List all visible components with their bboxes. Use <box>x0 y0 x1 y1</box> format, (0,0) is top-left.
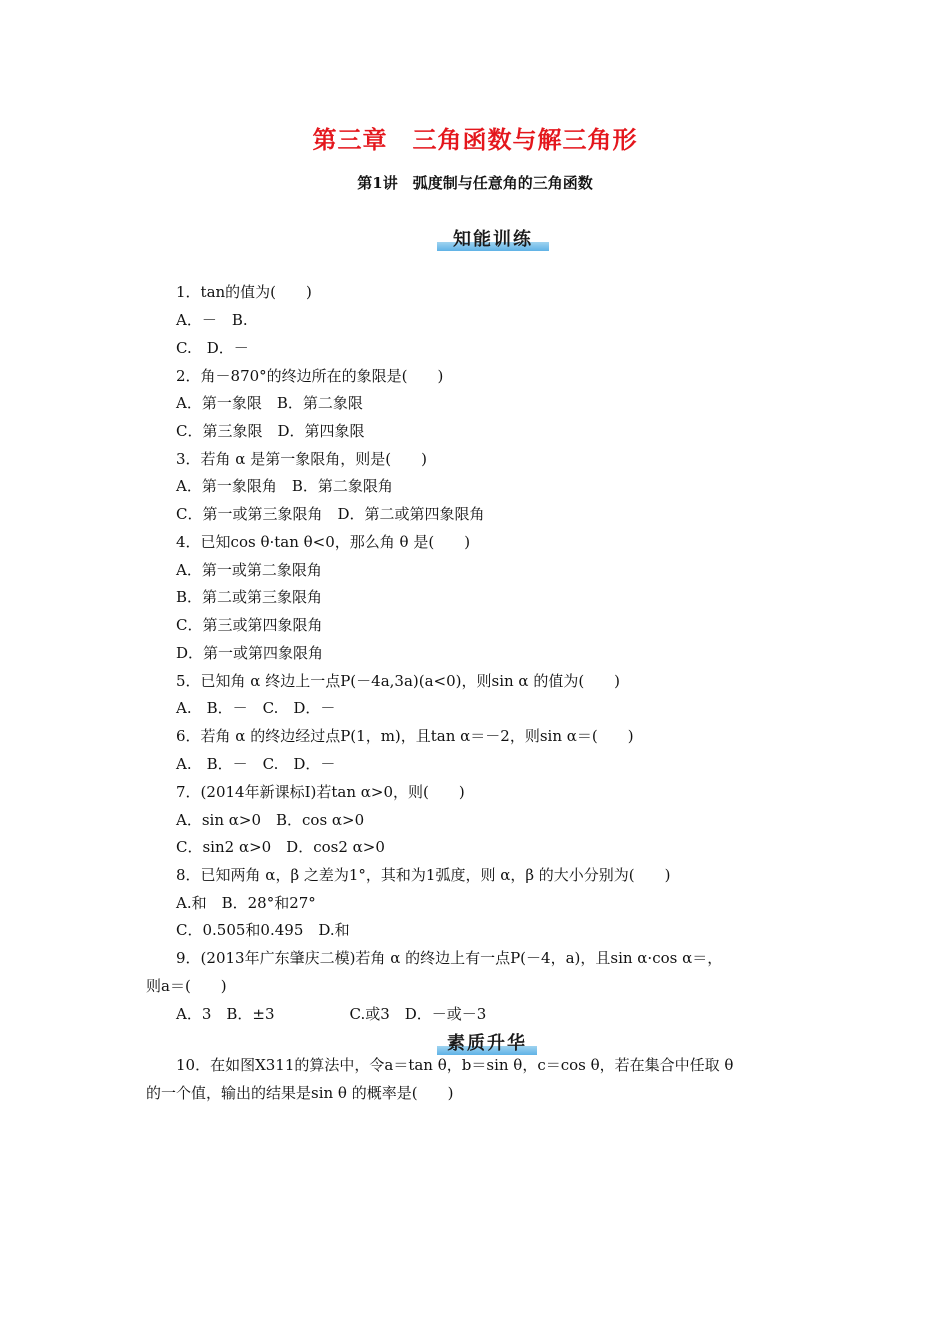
question-7: 7．(2014年新课标Ⅰ)若tan α>0，则( ) <box>176 783 465 801</box>
question-4: 4．已知cos θ·tan θ<0，那么角 θ 是( ) <box>176 533 471 551</box>
question-10: 10．在如图X311的算法中，令a＝tan θ，b＝sin θ，c＝cos θ，若在集合中任取 θ <box>176 1056 734 1074</box>
question-5: 5．已知角 α 终边上一点P(－4a,3a)(a<0)，则sin α 的值为( ) <box>176 672 621 690</box>
question-2-options-ab: A．第一象限 B．第二象限 <box>176 394 363 412</box>
question-2-options-cd: C．第三象限 D．第四象限 <box>176 422 365 440</box>
question-2: 2．角－870°的终边所在的象限是( ) <box>176 367 444 385</box>
question-3-options-cd: C．第一或第三象限角 D．第二或第四象限角 <box>176 505 485 523</box>
question-1-options-ab: A．－ B. <box>176 311 248 329</box>
question-3-options-ab: A．第一象限角 B．第二象限角 <box>176 477 393 495</box>
question-4-option-c: C．第三或第四象限角 <box>176 616 323 634</box>
lecture-title: 第1讲 弧度制与任意角的三角函数 <box>357 174 593 192</box>
question-6-options: A. B．－ C. D．－ <box>176 755 336 773</box>
question-4-option-a: A．第一或第二象限角 <box>176 561 322 579</box>
question-8-options-cd: C．0.505和0.495 D.和 <box>176 921 350 939</box>
question-9-options: A．3 B．±3 C.或3 D．－或－3 <box>176 1005 487 1023</box>
question-1: 1．tan的值为( ) <box>176 283 312 301</box>
question-9: 9．(2013年广东肇庆二模)若角 α 的终边上有一点P(－4，a)，且sin α·cos α＝， <box>176 949 723 967</box>
question-7-options-ab: A．sin α>0 B．cos α>0 <box>176 811 365 829</box>
question-4-option-b: B．第二或第三象限角 <box>176 588 323 606</box>
question-8-options-ab: A.和 B．28°和27° <box>176 894 316 912</box>
question-9-continued: 则a＝( ) <box>146 977 227 995</box>
question-8: 8．已知两角 α，β 之差为1°，其和为1弧度，则 α，β 的大小分别为( ) <box>176 866 671 884</box>
question-5-options: A. B．－ C. D．－ <box>176 699 336 717</box>
section-banner-label: 素质升华 <box>447 1033 527 1054</box>
question-10-continued: 的一个值，输出的结果是sin θ 的概率是( ) <box>146 1084 454 1102</box>
question-7-options-cd: C．sin2 α>0 D．cos2 α>0 <box>176 838 385 856</box>
question-3: 3．若角 α 是第一象限角，则是( ) <box>176 450 427 468</box>
section-banner-training <box>437 229 549 251</box>
section-banner-quality <box>437 1033 537 1055</box>
question-4-option-d: D．第一或第四象限角 <box>176 644 324 662</box>
question-6: 6．若角 α 的终边经过点P(1，m)，且tan α＝－2，则sin α＝( ) <box>176 727 634 745</box>
question-1-options-cd: C. D．－ <box>176 339 249 357</box>
section-banner-label: 知能训练 <box>453 229 533 250</box>
chapter-title: 第三章 三角函数与解三角形 <box>312 125 638 154</box>
